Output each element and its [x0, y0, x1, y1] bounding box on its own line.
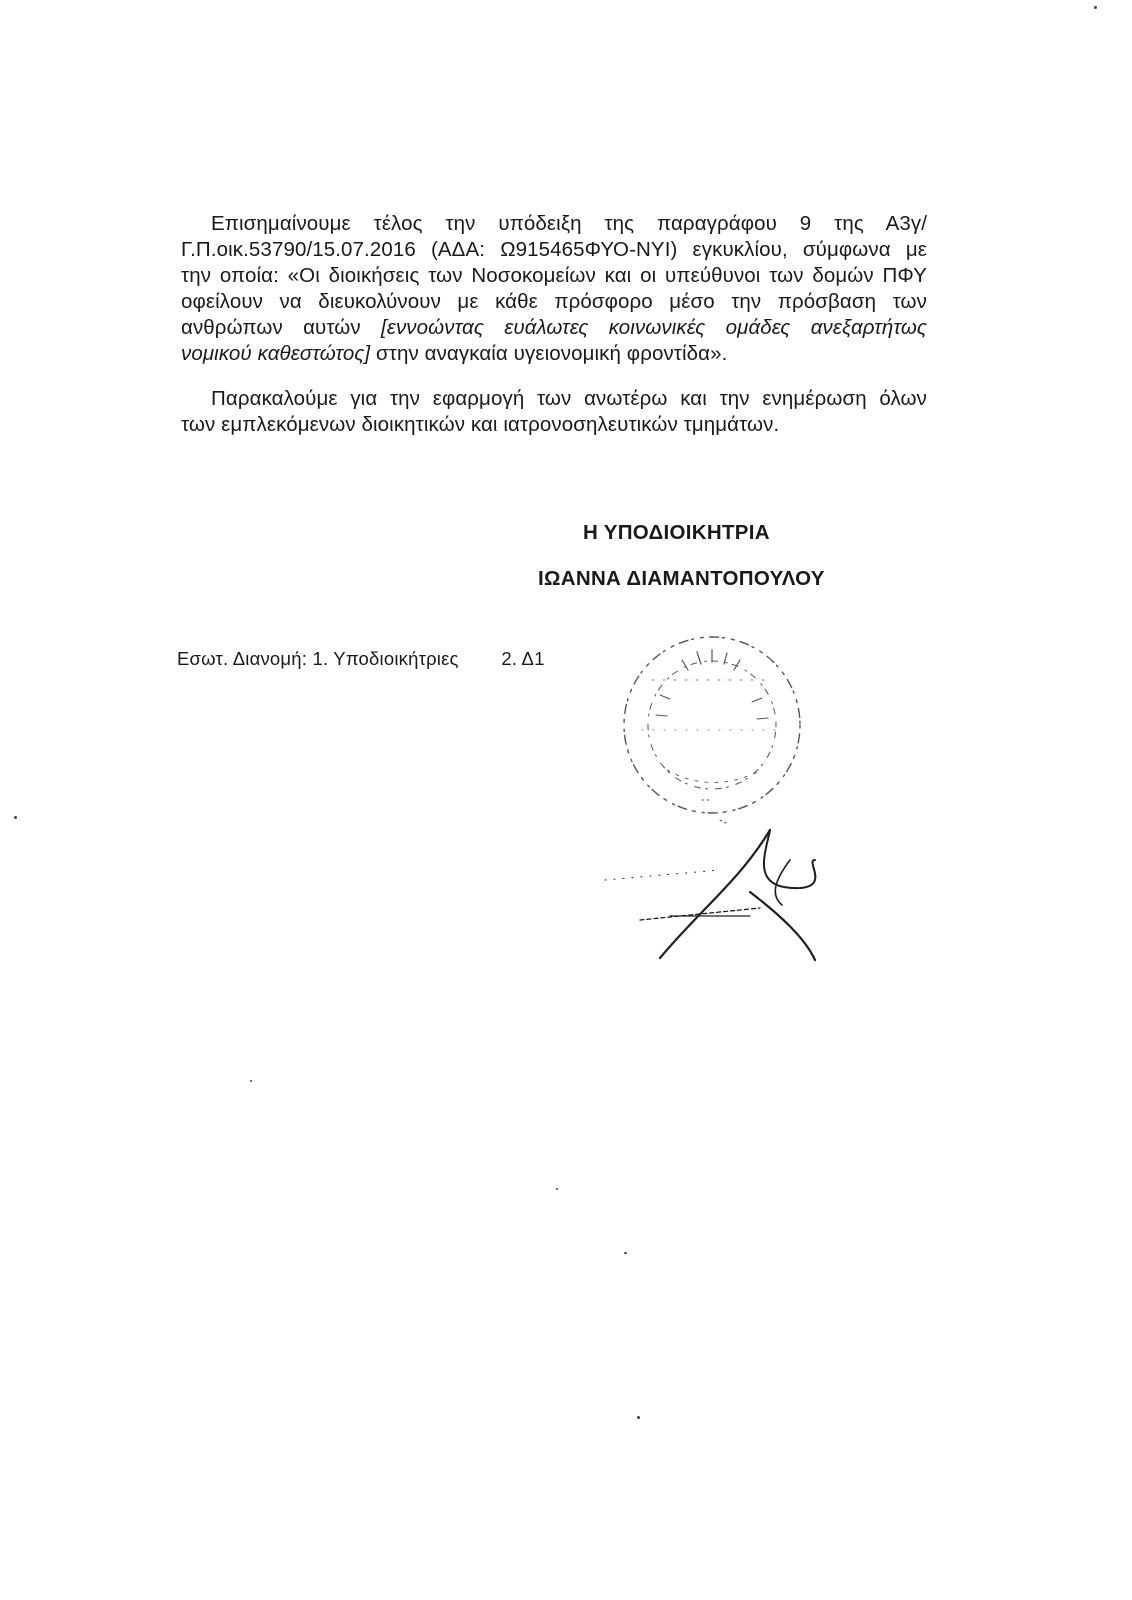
scan-speck — [1094, 6, 1097, 9]
paragraph-line: την οποία: «Οι διοικήσεις των Νοσοκομείων και οι υπεύθυνοι των δομών ΠΦΥ — [181, 264, 927, 287]
scan-speck — [624, 1252, 627, 1254]
paragraph-line — [181, 341, 927, 367]
scan-speck — [637, 1416, 640, 1419]
closing-paragraph — [181, 211, 927, 367]
signatory-name: ΙΩΑΝΝΑ ΔΙΑΜΑΝΤΟΠΟΥΛΟΥ — [538, 567, 825, 590]
distribution-label: Εσωτ. Διανομή: — [177, 648, 308, 669]
official-seal-icon — [612, 620, 812, 840]
paragraph-italic-text: νομικού καθεστώτος] — [181, 342, 371, 365]
signatory-title: Η ΥΠΟΔΙΟΙΚΗΤΡΙΑ — [583, 521, 770, 544]
scan-speck — [250, 1080, 252, 1082]
paragraph-italic-text: [εννοώντας ευάλωτες κοινωνικές ομάδες ανεξαρτήτως — [381, 316, 927, 339]
paragraph-line: οφείλουν να διευκολύνουν με κάθε πρόσφορο μέσο την πρόσβαση των — [181, 290, 927, 313]
handwritten-signature-icon — [600, 820, 840, 970]
paragraph-line: Γ.Π.οικ.53790/15.07.2016 (ΑΔΑ: Ω915465ΦΥΟ-ΝΥΙ) εγκυκλίου, σύμφωνα με — [181, 238, 927, 261]
request-paragraph — [181, 386, 927, 438]
paragraph-line: Επισημαίνουμε τέλος την υπόδειξη της παραγράφου 9 της Α3γ/ — [211, 212, 927, 235]
internal-distribution — [177, 648, 545, 670]
scan-speck — [556, 1188, 558, 1190]
distribution-item: 1. Υποδιοικήτριες — [312, 648, 459, 669]
paragraph-line: Παρακαλούμε για την εφαρμογή των ανωτέρω και την ενημέρωση όλων — [211, 387, 927, 410]
paragraph-text: στην αναγκαία υγειονομική φροντίδα». — [370, 342, 728, 365]
paragraph-line — [181, 315, 927, 341]
paragraph-text: ανθρώπων αυτών — [181, 316, 382, 339]
paragraph-line: των εμπλεκόμενων διοικητικών και ιατρονοσηλευτικών τμημάτων. — [181, 413, 780, 436]
distribution-item: 2. Δ1 — [501, 648, 545, 669]
scan-speck — [14, 816, 17, 819]
